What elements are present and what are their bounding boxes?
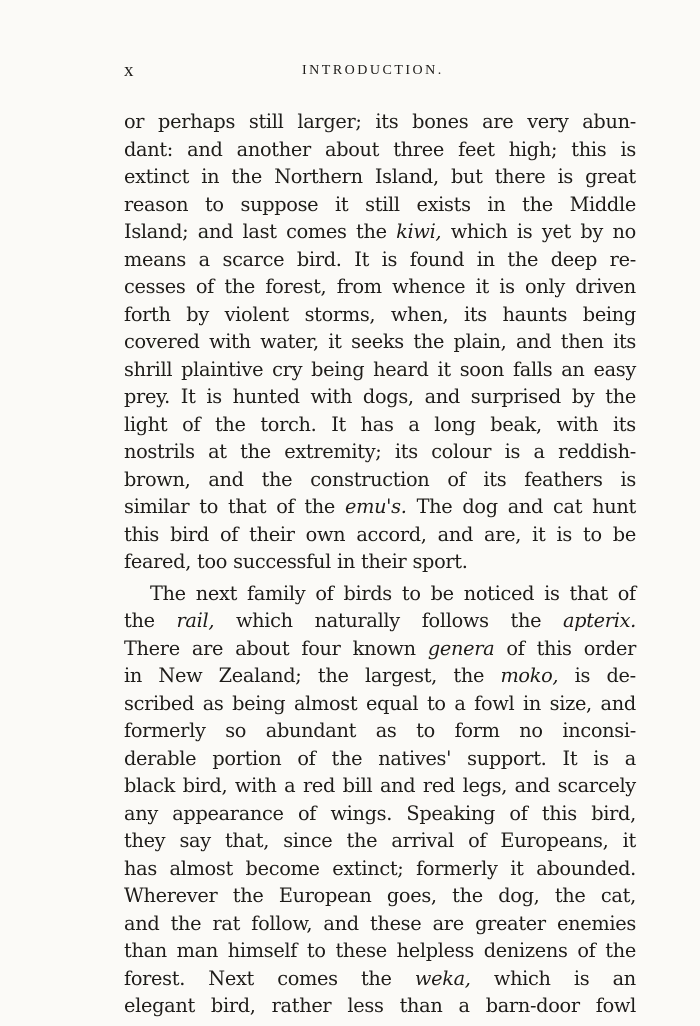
page-number: x bbox=[124, 60, 135, 81]
text-line: feared, too successful in their sport. bbox=[124, 550, 468, 573]
text-line: black bird, with a red bill and red legs, and scarcely bbox=[124, 774, 636, 797]
text-line: the rail, which naturally follows the apterix. bbox=[124, 609, 636, 632]
text-line: forest. Next comes the weka, which is an bbox=[124, 966, 636, 990]
text-line: reason to suppose it still exists in the Middle bbox=[124, 192, 636, 216]
text-line: dant: and another about three feet high; this is bbox=[124, 137, 636, 161]
text-line: prey. It is hunted with dogs, and surprised by the bbox=[124, 385, 636, 408]
paragraph-2 bbox=[124, 580, 636, 1020]
text-line: or perhaps still larger; its bones are very abun- bbox=[124, 110, 636, 133]
text-line: nostrils at the extremity; its colour is a reddish- bbox=[124, 440, 636, 463]
text-line: extinct in the Northern Island, but there is great bbox=[124, 165, 636, 188]
text-line: similar to that of the emu's. The dog and cat hunt bbox=[124, 495, 636, 518]
text-line: scribed as being almost equal to a fowl in size, and bbox=[124, 691, 636, 715]
text-line: and the rat follow, and these are greater enemies bbox=[124, 911, 636, 935]
text-line: forth by violent storms, when, its haunts being bbox=[124, 302, 636, 326]
text-line: means a scarce bird. It is found in the deep re- bbox=[124, 247, 636, 271]
text-line: shrill plaintive cry being heard it soon falls an easy bbox=[124, 357, 636, 381]
text-line: cesses of the forest, from whence it is only driven bbox=[124, 275, 636, 298]
page-header bbox=[124, 60, 636, 84]
text-line: The next family of birds to be noticed is that of bbox=[150, 581, 636, 605]
text-line: in New Zealand; the largest, the moko, is de- bbox=[124, 664, 636, 687]
paragraph-1 bbox=[124, 108, 636, 576]
text-line: formerly so abundant as to form no inconsi- bbox=[124, 719, 636, 742]
text-line: Wherever the European goes, the dog, the cat, bbox=[124, 884, 636, 907]
text-line: any appearance of wings. Speaking of this bird, bbox=[124, 801, 636, 825]
text-line: than man himself to these helpless denizens of the bbox=[124, 939, 636, 962]
text-line: light of the torch. It has a long beak, with its bbox=[124, 412, 636, 436]
text-line: Island; and last comes the kiwi, which is yet by no bbox=[124, 220, 636, 243]
running-head: INTRODUCTION. bbox=[302, 63, 444, 78]
text-line: elegant bird, rather less than a barn-door fowl bbox=[124, 994, 636, 1017]
text-line: covered with water, it seeks the plain, and then its bbox=[124, 330, 636, 353]
body-text bbox=[124, 108, 636, 1020]
text-line: brown, and the construction of its feathers is bbox=[124, 467, 636, 491]
text-line: this bird of their own accord, and are, it is to be bbox=[124, 522, 636, 546]
text-line: There are about four known genera of this order bbox=[124, 636, 636, 660]
text-line: they say that, since the arrival of Europeans, it bbox=[124, 829, 636, 852]
text-line: derable portion of the natives' support. It is a bbox=[124, 746, 636, 770]
text-line: has almost become extinct; formerly it abounded. bbox=[124, 856, 636, 880]
